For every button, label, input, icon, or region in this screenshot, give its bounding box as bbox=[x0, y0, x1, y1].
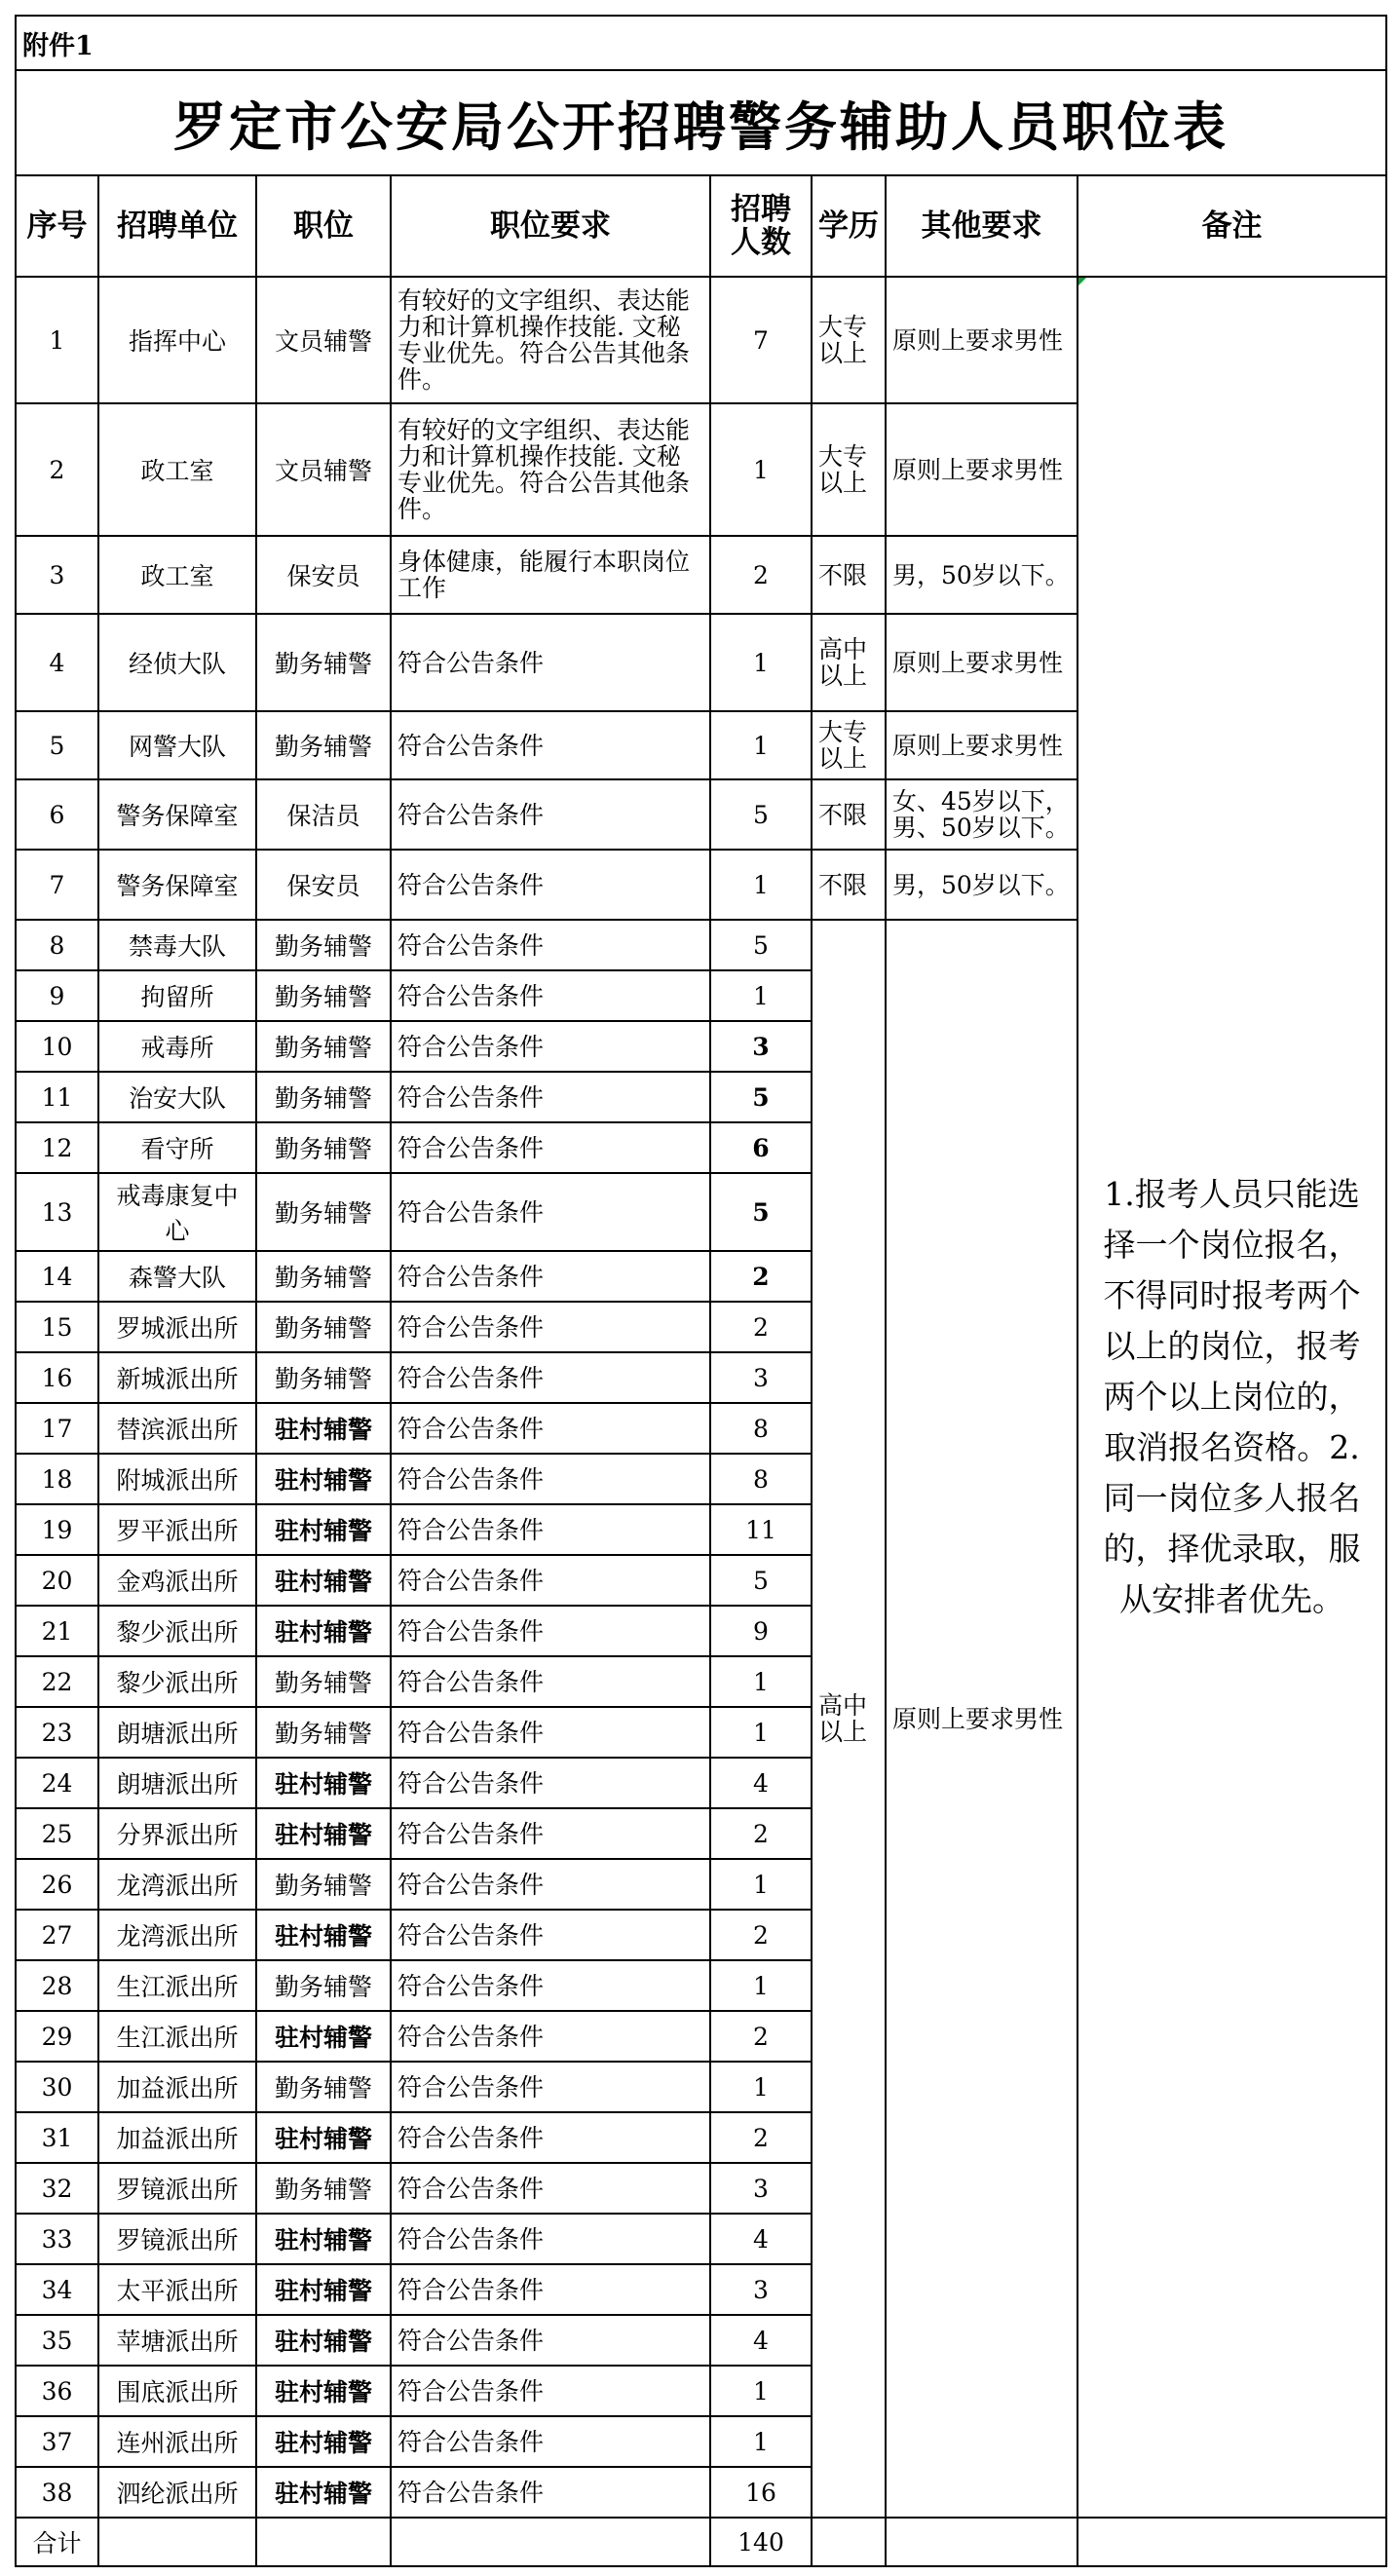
row-education: 大专以上 bbox=[812, 711, 886, 779]
row-requirements: 符合公告条件 bbox=[391, 1606, 710, 1656]
row-requirements: 符合公告条件 bbox=[391, 1555, 710, 1606]
row-index: 16 bbox=[16, 1352, 98, 1403]
row-count: 1 bbox=[710, 403, 812, 536]
page-title: 罗定市公安局公开招聘警务辅助人员职位表 bbox=[16, 70, 1386, 175]
row-unit: 金鸡派出所 bbox=[98, 1555, 256, 1606]
row-requirements: 符合公告条件 bbox=[391, 2264, 710, 2315]
row-count: 3 bbox=[710, 1352, 812, 1403]
row-position: 勤务辅警 bbox=[256, 2163, 391, 2214]
recruitment-table bbox=[15, 15, 1387, 2567]
row-index: 1 bbox=[16, 277, 98, 403]
header-count: 招聘人数 bbox=[710, 175, 812, 277]
row-education: 不限 bbox=[812, 850, 886, 920]
row-requirements: 符合公告条件 bbox=[391, 1454, 710, 1504]
row-count: 1 bbox=[710, 614, 812, 711]
row-education: 大专以上 bbox=[812, 403, 886, 536]
row-position: 勤务辅警 bbox=[256, 1352, 391, 1403]
row-position: 驻村辅警 bbox=[256, 1504, 391, 1555]
row-index: 21 bbox=[16, 1606, 98, 1656]
row-unit: 附城派出所 bbox=[98, 1454, 256, 1504]
row-index: 17 bbox=[16, 1403, 98, 1454]
row-unit: 黎少派出所 bbox=[98, 1656, 256, 1707]
row-index: 34 bbox=[16, 2264, 98, 2315]
row-requirements: 符合公告条件 bbox=[391, 1808, 710, 1859]
row-position: 保安员 bbox=[256, 536, 391, 614]
row-position: 驻村辅警 bbox=[256, 2315, 391, 2366]
row-education: 不限 bbox=[812, 779, 886, 850]
row-unit: 加益派出所 bbox=[98, 2062, 256, 2112]
row-count: 1 bbox=[710, 1859, 812, 1910]
row-count: 1 bbox=[710, 970, 812, 1021]
row-requirements: 符合公告条件 bbox=[391, 1122, 710, 1173]
row-position: 勤务辅警 bbox=[256, 1173, 391, 1251]
row-requirements: 符合公告条件 bbox=[391, 2416, 710, 2467]
row-count: 2 bbox=[710, 2112, 812, 2163]
row-position: 勤务辅警 bbox=[256, 711, 391, 779]
header-other: 其他要求 bbox=[886, 175, 1078, 277]
header-index: 序号 bbox=[16, 175, 98, 277]
row-count: 11 bbox=[710, 1504, 812, 1555]
row-requirements: 符合公告条件 bbox=[391, 1072, 710, 1122]
row-position: 驻村辅警 bbox=[256, 2264, 391, 2315]
row-count: 2 bbox=[710, 536, 812, 614]
row-index: 25 bbox=[16, 1808, 98, 1859]
empty-cell bbox=[391, 2518, 710, 2566]
row-unit: 龙湾派出所 bbox=[98, 1859, 256, 1910]
row-unit: 生江派出所 bbox=[98, 2011, 256, 2062]
row-requirements: 符合公告条件 bbox=[391, 1504, 710, 1555]
row-requirements: 符合公告条件 bbox=[391, 711, 710, 779]
row-requirements: 符合公告条件 bbox=[391, 1960, 710, 2011]
row-position: 勤务辅警 bbox=[256, 1122, 391, 1173]
row-count: 6 bbox=[710, 1122, 812, 1173]
row-index: 38 bbox=[16, 2467, 98, 2518]
row-unit: 生江派出所 bbox=[98, 1960, 256, 2011]
row-unit: 警务保障室 bbox=[98, 850, 256, 920]
row-index: 4 bbox=[16, 614, 98, 711]
row-position: 文员辅警 bbox=[256, 277, 391, 403]
row-index: 6 bbox=[16, 779, 98, 850]
row-requirements: 符合公告条件 bbox=[391, 1403, 710, 1454]
row-count: 2 bbox=[710, 1910, 812, 1960]
attachment-label: 附件1 bbox=[16, 16, 1386, 70]
row-position: 驻村辅警 bbox=[256, 2416, 391, 2467]
row-count: 16 bbox=[710, 2467, 812, 2518]
row-index: 19 bbox=[16, 1504, 98, 1555]
row-unit: 罗镜派出所 bbox=[98, 2214, 256, 2264]
row-position: 勤务辅警 bbox=[256, 1251, 391, 1302]
row-position: 驻村辅警 bbox=[256, 2366, 391, 2416]
row-unit: 政工室 bbox=[98, 536, 256, 614]
row-position: 驻村辅警 bbox=[256, 1606, 391, 1656]
row-position: 勤务辅警 bbox=[256, 920, 391, 970]
row-requirements: 符合公告条件 bbox=[391, 2214, 710, 2264]
row-unit: 围底派出所 bbox=[98, 2366, 256, 2416]
header-requirements: 职位要求 bbox=[391, 175, 710, 277]
row-unit: 分界派出所 bbox=[98, 1808, 256, 1859]
row-position: 勤务辅警 bbox=[256, 1021, 391, 1072]
row-requirements: 符合公告条件 bbox=[391, 614, 710, 711]
row-index: 32 bbox=[16, 2163, 98, 2214]
row-index: 29 bbox=[16, 2011, 98, 2062]
row-position: 驻村辅警 bbox=[256, 1555, 391, 1606]
row-index: 13 bbox=[16, 1173, 98, 1251]
row-count: 2 bbox=[710, 1251, 812, 1302]
row-position: 勤务辅警 bbox=[256, 1859, 391, 1910]
row-count: 2 bbox=[710, 1808, 812, 1859]
row-position: 驻村辅警 bbox=[256, 1403, 391, 1454]
row-count: 3 bbox=[710, 1021, 812, 1072]
row-unit: 戒毒所 bbox=[98, 1021, 256, 1072]
row-unit: 罗镜派出所 bbox=[98, 2163, 256, 2214]
row-index: 12 bbox=[16, 1122, 98, 1173]
row-unit: 戒毒康复中心 bbox=[98, 1173, 256, 1251]
row-position: 驻村辅警 bbox=[256, 1910, 391, 1960]
row-count: 7 bbox=[710, 277, 812, 403]
row-position: 勤务辅警 bbox=[256, 1707, 391, 1758]
row-requirements: 符合公告条件 bbox=[391, 2366, 710, 2416]
row-position: 勤务辅警 bbox=[256, 1656, 391, 1707]
row-education: 大专以上 bbox=[812, 277, 886, 403]
row-requirements: 符合公告条件 bbox=[391, 1251, 710, 1302]
row-requirements: 符合公告条件 bbox=[391, 2062, 710, 2112]
row-other: 男，50岁以下。 bbox=[886, 850, 1078, 920]
empty-cell bbox=[98, 2518, 256, 2566]
row-index: 26 bbox=[16, 1859, 98, 1910]
row-index: 36 bbox=[16, 2366, 98, 2416]
row-unit: 泗纶派出所 bbox=[98, 2467, 256, 2518]
row-requirements: 符合公告条件 bbox=[391, 850, 710, 920]
row-index: 14 bbox=[16, 1251, 98, 1302]
row-position: 驻村辅警 bbox=[256, 1454, 391, 1504]
row-requirements: 符合公告条件 bbox=[391, 1758, 710, 1808]
row-index: 31 bbox=[16, 2112, 98, 2163]
row-unit: 替滨派出所 bbox=[98, 1403, 256, 1454]
row-index: 5 bbox=[16, 711, 98, 779]
row-other: 原则上要求男性 bbox=[886, 711, 1078, 779]
row-requirements: 符合公告条件 bbox=[391, 1021, 710, 1072]
row-count: 5 bbox=[710, 1173, 812, 1251]
total-row bbox=[16, 2518, 1386, 2566]
row-requirements: 身体健康，能履行本职岗位工作 bbox=[391, 536, 710, 614]
row-other: 男，50岁以下。 bbox=[886, 536, 1078, 614]
row-count: 1 bbox=[710, 711, 812, 779]
merged-education: 高中以上 bbox=[812, 920, 886, 2518]
row-requirements: 符合公告条件 bbox=[391, 1859, 710, 1910]
merged-other: 原则上要求男性 bbox=[886, 920, 1078, 2518]
row-position: 勤务辅警 bbox=[256, 1960, 391, 2011]
row-unit: 苹塘派出所 bbox=[98, 2315, 256, 2366]
row-position: 勤务辅警 bbox=[256, 1302, 391, 1352]
row-count: 1 bbox=[710, 2062, 812, 2112]
row-unit: 黎少派出所 bbox=[98, 1606, 256, 1656]
row-requirements: 符合公告条件 bbox=[391, 1656, 710, 1707]
row-unit: 禁毒大队 bbox=[98, 920, 256, 970]
row-unit: 指挥中心 bbox=[98, 277, 256, 403]
row-unit: 龙湾派出所 bbox=[98, 1910, 256, 1960]
header-education: 学历 bbox=[812, 175, 886, 277]
row-index: 33 bbox=[16, 2214, 98, 2264]
row-index: 37 bbox=[16, 2416, 98, 2467]
row-count: 8 bbox=[710, 1454, 812, 1504]
row-count: 4 bbox=[710, 2315, 812, 2366]
row-count: 5 bbox=[710, 1555, 812, 1606]
row-requirements: 有较好的文字组织、表达能力和计算机操作技能. 文秘专业优先。符合公告其他条件。 bbox=[391, 277, 710, 403]
row-count: 1 bbox=[710, 1707, 812, 1758]
row-unit: 警务保障室 bbox=[98, 779, 256, 850]
row-count: 9 bbox=[710, 1606, 812, 1656]
row-position: 驻村辅警 bbox=[256, 1808, 391, 1859]
row-position: 驻村辅警 bbox=[256, 2214, 391, 2264]
row-index: 8 bbox=[16, 920, 98, 970]
row-position: 勤务辅警 bbox=[256, 1072, 391, 1122]
row-position: 文员辅警 bbox=[256, 403, 391, 536]
row-requirements: 符合公告条件 bbox=[391, 1910, 710, 1960]
row-count: 4 bbox=[710, 2214, 812, 2264]
row-requirements: 符合公告条件 bbox=[391, 2315, 710, 2366]
row-position: 保安员 bbox=[256, 850, 391, 920]
row-other: 女、45岁以下，男、50岁以下。 bbox=[886, 779, 1078, 850]
row-requirements: 有较好的文字组织、表达能力和计算机操作技能. 文秘专业优先。符合公告其他条件。 bbox=[391, 403, 710, 536]
row-unit: 罗城派出所 bbox=[98, 1302, 256, 1352]
row-requirements: 符合公告条件 bbox=[391, 1173, 710, 1251]
total-count: 140 bbox=[710, 2518, 812, 2566]
row-unit: 连州派出所 bbox=[98, 2416, 256, 2467]
row-count: 3 bbox=[710, 2264, 812, 2315]
row-other: 原则上要求男性 bbox=[886, 614, 1078, 711]
empty-cell bbox=[886, 2518, 1078, 2566]
row-position: 勤务辅警 bbox=[256, 614, 391, 711]
row-requirements: 符合公告条件 bbox=[391, 1302, 710, 1352]
row-count: 1 bbox=[710, 1656, 812, 1707]
row-count: 1 bbox=[710, 1960, 812, 2011]
row-index: 22 bbox=[16, 1656, 98, 1707]
row-count: 1 bbox=[710, 2366, 812, 2416]
row-count: 8 bbox=[710, 1403, 812, 1454]
row-requirements: 符合公告条件 bbox=[391, 2011, 710, 2062]
row-unit: 看守所 bbox=[98, 1122, 256, 1173]
row-requirements: 符合公告条件 bbox=[391, 2163, 710, 2214]
row-count: 2 bbox=[710, 1302, 812, 1352]
row-count: 5 bbox=[710, 920, 812, 970]
row-education: 高中以上 bbox=[812, 614, 886, 711]
row-position: 驻村辅警 bbox=[256, 2467, 391, 2518]
row-index: 28 bbox=[16, 1960, 98, 2011]
row-index: 10 bbox=[16, 1021, 98, 1072]
row-index: 20 bbox=[16, 1555, 98, 1606]
row-position: 驻村辅警 bbox=[256, 2112, 391, 2163]
row-position: 保洁员 bbox=[256, 779, 391, 850]
empty-cell bbox=[256, 2518, 391, 2566]
row-count: 5 bbox=[710, 779, 812, 850]
row-unit: 太平派出所 bbox=[98, 2264, 256, 2315]
header-remarks: 备注 bbox=[1078, 175, 1386, 277]
row-index: 23 bbox=[16, 1707, 98, 1758]
row-index: 24 bbox=[16, 1758, 98, 1808]
row-position: 勤务辅警 bbox=[256, 2062, 391, 2112]
row-requirements: 符合公告条件 bbox=[391, 2467, 710, 2518]
header-position: 职位 bbox=[256, 175, 391, 277]
row-requirements: 符合公告条件 bbox=[391, 1707, 710, 1758]
row-education: 不限 bbox=[812, 536, 886, 614]
row-count: 1 bbox=[710, 850, 812, 920]
row-index: 30 bbox=[16, 2062, 98, 2112]
row-requirements: 符合公告条件 bbox=[391, 1352, 710, 1403]
row-position: 勤务辅警 bbox=[256, 970, 391, 1021]
table-row bbox=[16, 277, 1386, 403]
row-index: 3 bbox=[16, 536, 98, 614]
row-unit: 加益派出所 bbox=[98, 2112, 256, 2163]
row-index: 18 bbox=[16, 1454, 98, 1504]
row-requirements: 符合公告条件 bbox=[391, 779, 710, 850]
row-index: 7 bbox=[16, 850, 98, 920]
empty-cell bbox=[812, 2518, 886, 2566]
total-label: 合计 bbox=[16, 2518, 98, 2566]
remarks-note: 1.报考人员只能选择一个岗位报名，不得同时报考两个以上的岗位，报考两个以上岗位的，取消报名资格。2.同一岗位多人报名的，择优录取，服从安排者优先。 bbox=[1078, 277, 1386, 2518]
header-unit: 招聘单位 bbox=[98, 175, 256, 277]
row-other: 原则上要求男性 bbox=[886, 403, 1078, 536]
row-unit: 朗塘派出所 bbox=[98, 1707, 256, 1758]
row-unit: 拘留所 bbox=[98, 970, 256, 1021]
row-requirements: 符合公告条件 bbox=[391, 970, 710, 1021]
row-count: 4 bbox=[710, 1758, 812, 1808]
row-unit: 治安大队 bbox=[98, 1072, 256, 1122]
row-position: 驻村辅警 bbox=[256, 1758, 391, 1808]
row-unit: 朗塘派出所 bbox=[98, 1758, 256, 1808]
row-other: 原则上要求男性 bbox=[886, 277, 1078, 403]
empty-cell bbox=[1078, 2518, 1386, 2566]
row-count: 1 bbox=[710, 2416, 812, 2467]
row-requirements: 符合公告条件 bbox=[391, 920, 710, 970]
row-index: 11 bbox=[16, 1072, 98, 1122]
row-unit: 罗平派出所 bbox=[98, 1504, 256, 1555]
row-index: 9 bbox=[16, 970, 98, 1021]
row-unit: 新城派出所 bbox=[98, 1352, 256, 1403]
row-unit: 网警大队 bbox=[98, 711, 256, 779]
row-unit: 政工室 bbox=[98, 403, 256, 536]
row-unit: 经侦大队 bbox=[98, 614, 256, 711]
row-requirements: 符合公告条件 bbox=[391, 2112, 710, 2163]
row-index: 35 bbox=[16, 2315, 98, 2366]
row-count: 5 bbox=[710, 1072, 812, 1122]
row-index: 27 bbox=[16, 1910, 98, 1960]
row-index: 2 bbox=[16, 403, 98, 536]
row-index: 15 bbox=[16, 1302, 98, 1352]
row-count: 2 bbox=[710, 2011, 812, 2062]
row-count: 3 bbox=[710, 2163, 812, 2214]
row-position: 驻村辅警 bbox=[256, 2011, 391, 2062]
row-unit: 森警大队 bbox=[98, 1251, 256, 1302]
